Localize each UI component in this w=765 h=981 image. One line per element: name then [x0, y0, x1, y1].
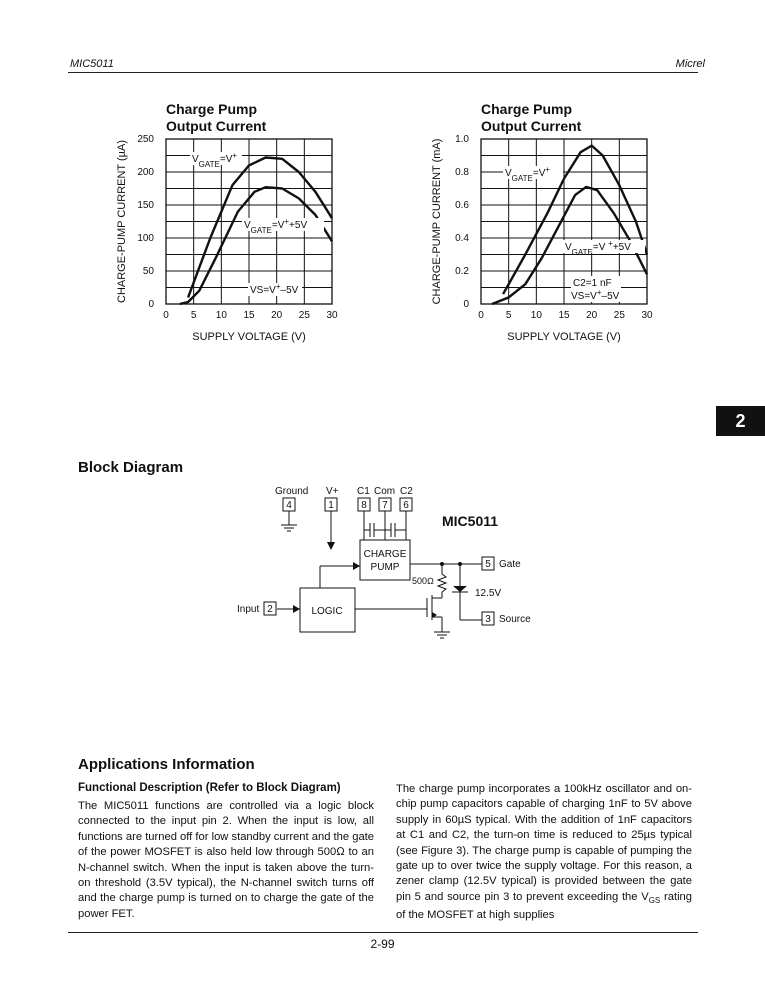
- y-axis-label: CHARGE-PUMP CURRENT (mA): [431, 138, 443, 305]
- chart-output-current-ua: [110, 96, 350, 350]
- x-tick-label: 5: [505, 310, 512, 321]
- y-axis-label: CHARGE-PUMP CURRENT (µA): [116, 140, 128, 303]
- chart-title-line-1: Charge Pump: [166, 101, 258, 117]
- gate-label: Gate: [499, 559, 521, 570]
- input-label: Input: [237, 604, 260, 615]
- svg-text:7: 7: [382, 500, 388, 511]
- svg-text:4: 4: [286, 500, 292, 511]
- y-tick-label: 1.0: [455, 134, 469, 145]
- x-tick-label: 0: [163, 310, 169, 321]
- annotation-label: C2=1 nF: [573, 278, 612, 289]
- x-axis-label: SUPPLY VOLTAGE (V): [507, 331, 621, 343]
- ground-label: Ground: [275, 486, 309, 497]
- chart-title-line-2: Output Current: [166, 118, 267, 134]
- y-tick-label: 0.6: [455, 200, 469, 211]
- functional-description-subhead: Functional Description (Refer to Block Diagram): [78, 782, 341, 794]
- charge-pump-line1: CHARGE: [363, 549, 407, 560]
- c2-label: C2: [400, 486, 413, 497]
- charge-pump-box: [360, 540, 410, 580]
- chip-name: MIC5011: [442, 513, 499, 529]
- y-tick-label: 200: [137, 167, 154, 178]
- y-tick-label: 0.2: [455, 266, 469, 277]
- x-tick-label: 10: [215, 310, 227, 321]
- y-tick-label: 100: [137, 233, 154, 244]
- chart-title-line-2: Output Current: [481, 118, 582, 134]
- x-tick-label: 10: [530, 310, 542, 321]
- chart-output-current-ma: [425, 96, 665, 350]
- vplus-label: V+: [326, 486, 339, 497]
- logic-label: LOGIC: [311, 606, 343, 617]
- y-tick-label: 0: [148, 299, 154, 310]
- x-tick-label: 15: [243, 310, 255, 321]
- annotation-label: VS=V+–5V: [250, 281, 299, 296]
- c1-label: C1: [357, 486, 370, 497]
- y-tick-label: 0.4: [455, 233, 469, 244]
- svg-text:8: 8: [361, 500, 367, 511]
- annotation-label: $V_{GATE}=V^++5V$: [244, 216, 308, 235]
- header-part-number: MIC5011: [70, 58, 114, 70]
- svg-text:1: 1: [328, 500, 334, 511]
- x-tick-label: 15: [558, 310, 570, 321]
- annotation-label: $V_{GATE}=V$ ++5V: [565, 238, 631, 257]
- x-tick-label: 0: [478, 310, 484, 321]
- svg-text:3: 3: [485, 614, 491, 625]
- block-diagram: [220, 480, 540, 665]
- charge-pump-line2: PUMP: [370, 562, 400, 573]
- x-tick-label: 25: [298, 310, 310, 321]
- x-tick-label: 20: [271, 310, 283, 321]
- x-tick-label: 25: [613, 310, 625, 321]
- left-paragraph: The MIC5011 functions are controlled via a logic block connected to the input pin 2. When the input is low, all functions are turned off for low standby current and the gate of the power MOSFET is also held low through 500Ω to an N-channel switch. When the input is taken above the turn-on threshold (3.5V typical), the N-channel switch turns off and the charge pump is turned on to charge the gate of the power FET.: [78, 800, 374, 920]
- svg-text:5: 5: [485, 559, 491, 570]
- svg-text:2: 2: [267, 604, 273, 615]
- chart-title-line-1: Charge Pump: [481, 101, 573, 117]
- section-tab: 2: [716, 406, 765, 436]
- y-tick-label: 250: [137, 134, 154, 145]
- header-rule: [68, 72, 698, 73]
- right-paragraph: The charge pump incorporates a 100kHz oscillator and on-chip pump capacitors capable of charging 1nF to 5V above supply in 60µS typical. With the addition of 1nF capacitors at C1 and C2, the turn-on time is reduced to 25µs typical (see Figure 3). The charge pump is capable of pumping the gate up to over twice the supply voltage. For this reason, a zener clamp (12.5V typical) is provided between the gate pin 5 and source pin 3 to prevent exceeding the $V_{GS}$ rating of the MOSFET at high supplies: [396, 783, 692, 922]
- y-tick-label: 0.8: [455, 167, 469, 178]
- footer-rule: [68, 932, 698, 933]
- annotation-label: $V_{GATE}=V^+$: [192, 150, 238, 169]
- x-tick-label: 30: [641, 310, 653, 321]
- x-tick-label: 20: [586, 310, 598, 321]
- x-tick-label: 30: [326, 310, 338, 321]
- com-label: Com: [374, 486, 396, 497]
- resistor-label: 500Ω: [412, 576, 434, 586]
- y-tick-label: 50: [142, 266, 154, 277]
- y-tick-label: 150: [137, 200, 154, 211]
- applications-title: Applications Information: [78, 756, 255, 773]
- block-diagram-title: Block Diagram: [78, 459, 184, 476]
- source-label: Source: [499, 614, 531, 625]
- x-axis-label: SUPPLY VOLTAGE (V): [192, 331, 306, 343]
- header-company: Micrel: [675, 58, 705, 70]
- svg-text:6: 6: [403, 500, 409, 511]
- x-tick-label: 5: [190, 310, 197, 321]
- y-tick-label: 0: [463, 299, 469, 310]
- annotation-label: VS=V+–5V: [571, 287, 620, 302]
- page-number: 2-99: [370, 937, 395, 951]
- zener-label: 12.5V: [475, 588, 502, 599]
- annotation-label: $V_{GATE}=V^+$: [505, 164, 551, 183]
